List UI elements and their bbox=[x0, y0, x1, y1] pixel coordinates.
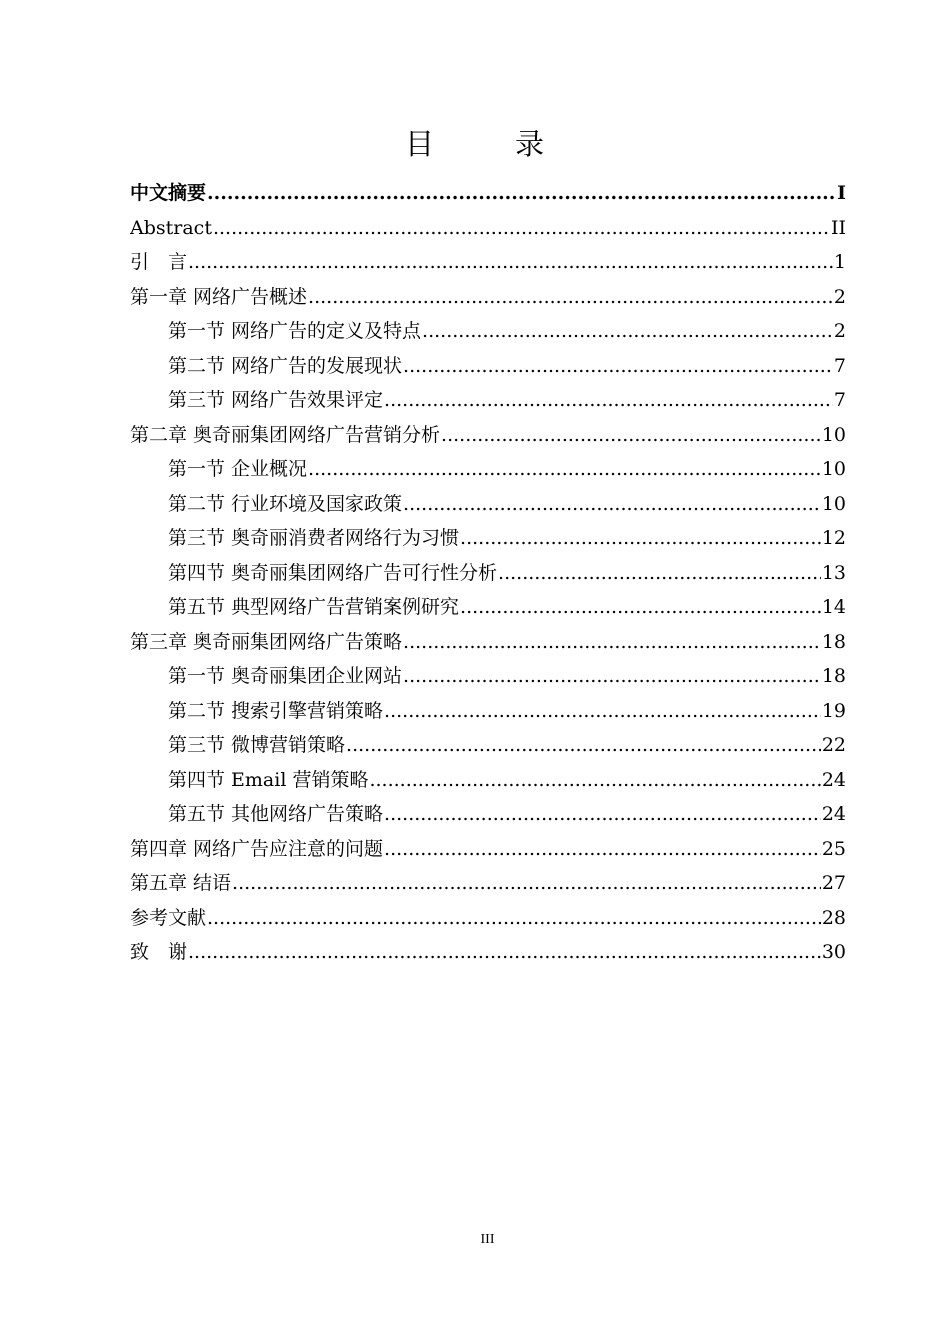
toc-entry-chapter-2-section-1[interactable] bbox=[130, 452, 846, 487]
toc-entry-page: I bbox=[837, 182, 846, 204]
toc-dot-leader bbox=[460, 521, 821, 556]
toc-dot-leader bbox=[207, 901, 821, 936]
toc-entry-label: 第二节 搜索引擎营销策略 bbox=[168, 699, 384, 722]
toc-entry-label: 第三节 网络广告效果评定 bbox=[168, 389, 384, 411]
toc-entry-page: 24 bbox=[821, 803, 846, 825]
toc-entry-chinese-abstract[interactable] bbox=[130, 176, 846, 211]
toc-entry-page: 1 bbox=[833, 251, 846, 273]
toc-entry-label: 第一章 网络广告概述 bbox=[130, 285, 308, 308]
toc-dot-leader bbox=[422, 314, 833, 349]
toc-entry-page: II bbox=[830, 216, 846, 239]
toc-dot-leader bbox=[308, 280, 833, 315]
toc-entry-page: 19 bbox=[821, 699, 846, 722]
toc-entry-chapter-1-section-1[interactable] bbox=[130, 314, 846, 349]
toc-entry-chapter-1-section-2[interactable] bbox=[130, 349, 846, 384]
toc-dot-leader bbox=[188, 245, 833, 280]
toc-entry-label: 第二节 网络广告的发展现状 bbox=[168, 354, 403, 377]
toc-entry-label: 参考文献 bbox=[130, 906, 207, 929]
toc-dot-leader bbox=[498, 556, 821, 591]
toc-entry-page: 18 bbox=[821, 630, 846, 653]
toc-entry-page: 12 bbox=[821, 527, 846, 549]
toc-dot-leader bbox=[403, 625, 821, 660]
toc-entry-page: 13 bbox=[821, 561, 846, 584]
toc-entry-label: 引 言 bbox=[130, 251, 188, 273]
toc-entry-label: 第一节 网络广告的定义及特点 bbox=[168, 320, 422, 342]
toc-entry-label: 中文摘要 bbox=[130, 182, 207, 204]
toc-entry-page: 10 bbox=[821, 458, 846, 480]
toc-entry-page: 30 bbox=[821, 941, 846, 963]
toc-entry-abstract[interactable] bbox=[130, 211, 846, 246]
table-of-contents bbox=[130, 176, 846, 970]
toc-entry-page: 24 bbox=[821, 768, 846, 791]
toc-entry-page: 2 bbox=[833, 320, 846, 342]
toc-entry-chapter-3-section-4[interactable] bbox=[130, 763, 846, 798]
toc-entry-label: 第五节 典型网络广告营销案例研究 bbox=[168, 596, 460, 618]
toc-entry-introduction[interactable] bbox=[130, 245, 846, 280]
toc-dot-leader bbox=[441, 418, 821, 453]
toc-entry-label: 第三节 微博营销策略 bbox=[168, 734, 346, 756]
toc-entry-label: 第一节 奥奇丽集团企业网站 bbox=[168, 665, 403, 687]
toc-dot-leader bbox=[384, 832, 821, 867]
toc-dot-leader bbox=[384, 694, 821, 729]
toc-entry-page: 25 bbox=[821, 837, 846, 860]
toc-entry-chapter-2-section-4[interactable] bbox=[130, 556, 846, 591]
page-number: III bbox=[480, 1232, 495, 1247]
page-title: 目 录 bbox=[404, 127, 570, 161]
toc-entry-page: 22 bbox=[821, 734, 846, 756]
toc-dot-leader bbox=[384, 383, 833, 418]
toc-dot-leader bbox=[460, 590, 821, 625]
toc-entry-label: 第四节 Email 营销策略 bbox=[168, 768, 369, 791]
toc-entry-acknowledgements[interactable] bbox=[130, 935, 846, 970]
toc-entry-page: 7 bbox=[833, 389, 846, 411]
toc-entry-page: 7 bbox=[833, 354, 846, 377]
toc-dot-leader bbox=[403, 349, 833, 384]
toc-entry-chapter-1[interactable] bbox=[130, 280, 846, 315]
toc-entry-label: 第五节 其他网络广告策略 bbox=[168, 803, 384, 825]
toc-entry-label: 第五章 结语 bbox=[130, 872, 232, 894]
toc-entry-label: 第四节 奥奇丽集团网络广告可行性分析 bbox=[168, 561, 498, 584]
toc-entry-chapter-4[interactable] bbox=[130, 832, 846, 867]
toc-entry-chapter-3-section-2[interactable] bbox=[130, 694, 846, 729]
toc-dot-leader bbox=[403, 487, 821, 522]
toc-entry-chapter-2-section-5[interactable] bbox=[130, 590, 846, 625]
toc-entry-label: 第二节 行业环境及国家政策 bbox=[168, 492, 403, 515]
toc-entry-chapter-2[interactable] bbox=[130, 418, 846, 453]
toc-dot-leader bbox=[207, 176, 836, 211]
toc-entry-page: 10 bbox=[821, 423, 846, 446]
toc-entry-label: 第二章 奥奇丽集团网络广告营销分析 bbox=[130, 423, 441, 446]
toc-entry-chapter-5[interactable] bbox=[130, 866, 846, 901]
toc-entry-chapter-2-section-3[interactable] bbox=[130, 521, 846, 556]
toc-entry-page: 2 bbox=[833, 285, 846, 308]
toc-entry-page: 14 bbox=[821, 596, 846, 618]
toc-dot-leader bbox=[308, 452, 821, 487]
toc-dot-leader bbox=[369, 763, 820, 798]
toc-entry-chapter-3-section-5[interactable] bbox=[130, 797, 846, 832]
toc-entry-label: 第三章 奥奇丽集团网络广告策略 bbox=[130, 630, 403, 653]
toc-entry-chapter-2-section-2[interactable] bbox=[130, 487, 846, 522]
toc-dot-leader bbox=[384, 797, 821, 832]
toc-entry-page: 27 bbox=[821, 872, 846, 894]
toc-dot-leader bbox=[232, 866, 821, 901]
toc-entry-label: 第四章 网络广告应注意的问题 bbox=[130, 837, 384, 860]
toc-entry-chapter-3[interactable] bbox=[130, 625, 846, 660]
toc-entry-chapter-3-section-3[interactable] bbox=[130, 728, 846, 763]
toc-entry-chapter-1-section-3[interactable] bbox=[130, 383, 846, 418]
toc-entry-page: 10 bbox=[821, 492, 846, 515]
toc-dot-leader bbox=[213, 211, 830, 246]
toc-entry-references[interactable] bbox=[130, 901, 846, 936]
toc-dot-leader bbox=[346, 728, 821, 763]
toc-entry-page: 28 bbox=[821, 906, 846, 929]
toc-dot-leader bbox=[403, 659, 821, 694]
toc-entry-label: Abstract bbox=[130, 216, 212, 239]
toc-dot-leader bbox=[188, 935, 821, 970]
toc-entry-page: 18 bbox=[821, 665, 846, 687]
toc-entry-label: 第一节 企业概况 bbox=[168, 458, 308, 480]
toc-entry-chapter-3-section-1[interactable] bbox=[130, 659, 846, 694]
toc-entry-label: 致 谢 bbox=[130, 941, 188, 963]
toc-entry-label: 第三节 奥奇丽消费者网络行为习惯 bbox=[168, 527, 460, 549]
